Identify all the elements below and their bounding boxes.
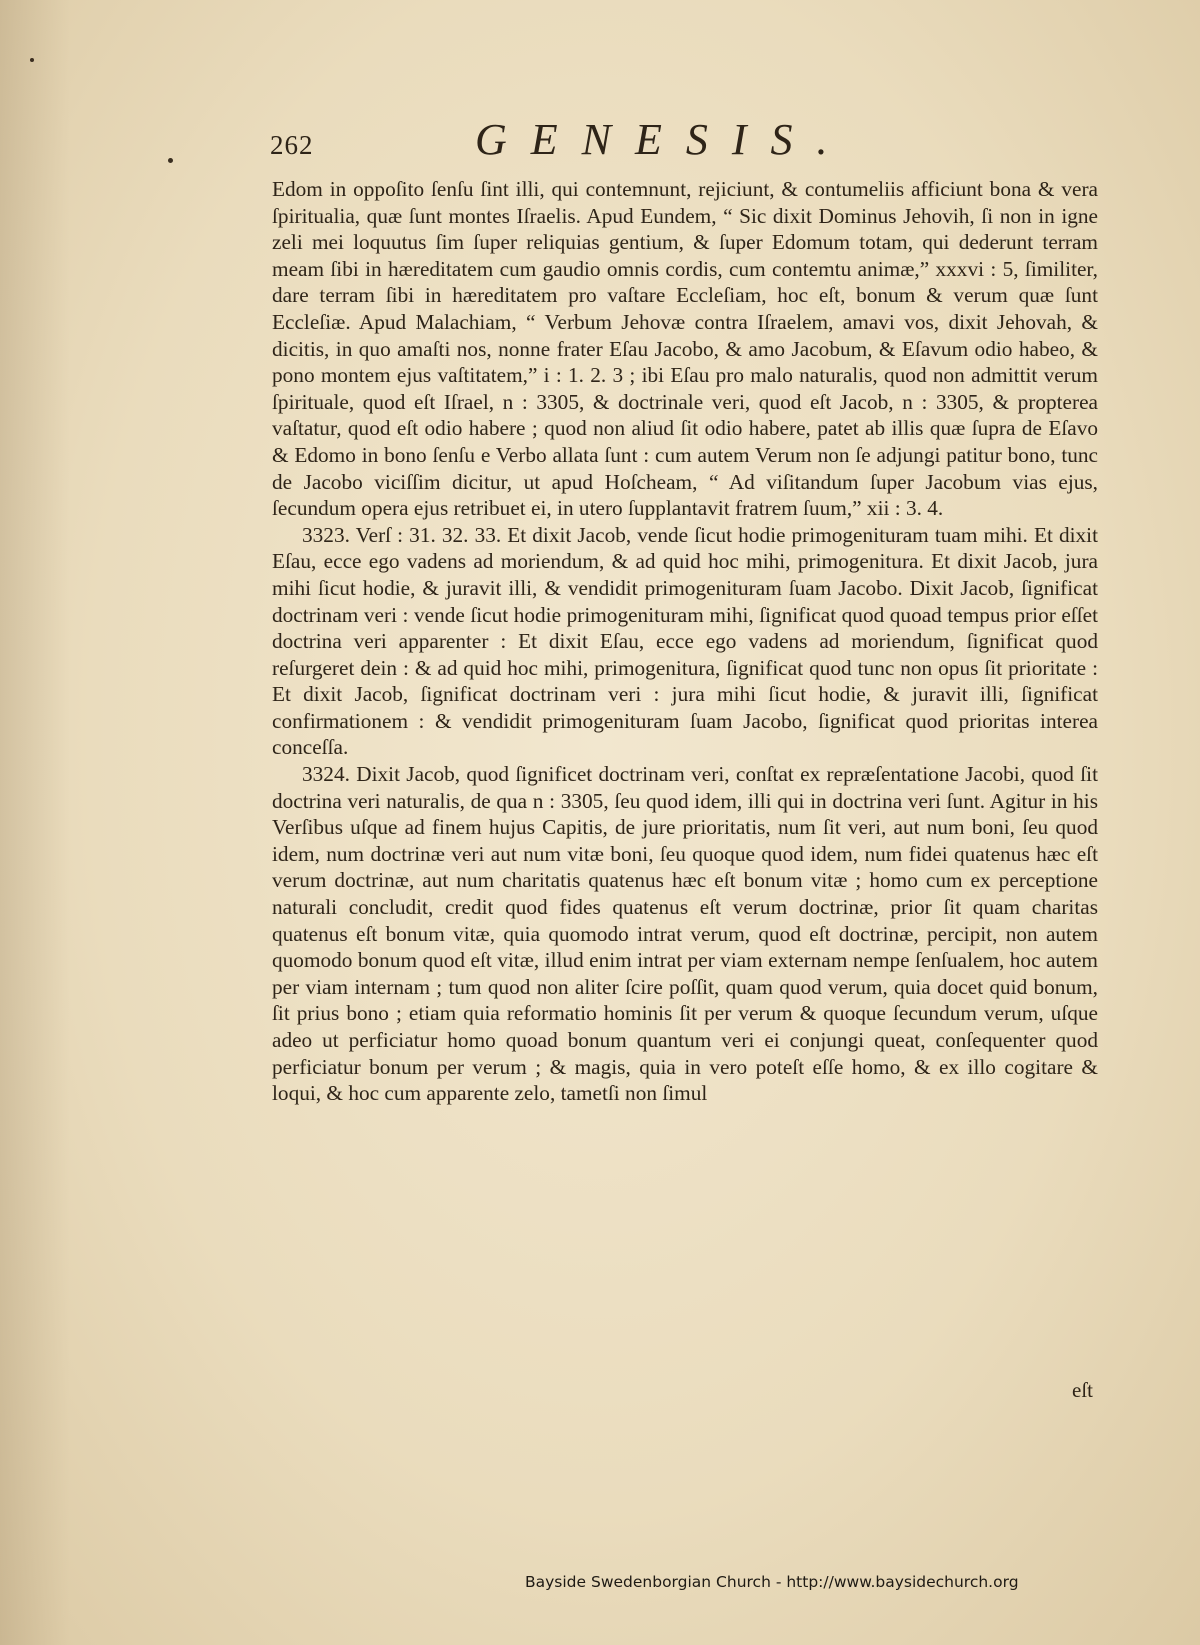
paragraph-3324: 3324. Dixit Jacob, quod ſignificet doctrinam veri, conſtat ex repræſentatione Jacobi, quod ſit doctrina veri naturalis, de qua n : 3305, ſeu quod idem, illi qui in doctrina veri ſunt. Agitur in his Verſibus uſque ad finem hujus Capitis, de jure prioritatis, num ſit veri, aut num boni, ſeu quod idem, num doctrinæ veri aut num vitæ boni, ſeu quoque quod idem, num fidei quatenus hæc eſt verum doctrinæ, aut num charitatis quatenus hæc eſt bonum vitæ ; homo cum ex perceptione naturali concludit, credit quod fides quatenus eſt verum doctrinæ, prior ſit quam charitas quatenus eſt bonum vitæ, quia quomodo intrat verum, quod eſt doctrinæ, percipit, non autem quomodo bonum quod eſt vitæ, illud enim intrat per viam externam nempe ſenſualem, hoc autem per viam internam ; tum quod non aliter ſcire poſſit, quam quod verum, quia docet quid bonum, ſit prius bono ; etiam quia reformatio hominis ſit per verum & quoque ſecundum verum, uſque adeo ut perficiatur homo quoad bonum quantum veri ei conjungi queat, conſequenter quod perficiatur bonum per verum ; & magis, quia in vero poteſt eſſe homo, & ex illo cogitare & loqui, & hoc cum apparente zelo, tametſi non ſimul xyxy=(272,762,1098,1106)
ink-speck xyxy=(168,158,173,163)
body-text xyxy=(272,176,1098,1107)
running-title: GENESIS. xyxy=(475,115,852,164)
catchword: eſt xyxy=(1072,1378,1093,1402)
page-number: 262 xyxy=(270,130,314,160)
gutter-shadow xyxy=(0,0,70,1645)
ink-speck xyxy=(30,58,34,62)
page-header xyxy=(270,112,930,164)
footer-attribution: Bayside Swedenborgian Church - http://www.baysidechurch.org xyxy=(525,1573,1019,1591)
paragraph-3323: 3323. Verſ : 31. 32. 33. Et dixit Jacob, vende ſicut hodie primogenituram tuam mihi. Et dixit Eſau, ecce ego vadens ad moriendum, & ad quid hoc mihi, primogenitura. Et dixit Jacob, jura mihi ſicut hodie, & juravit illi, & vendidit primogenituram ſuam Jacobo. Dixit Jacob, ſignificat doctrinam veri : vende ſicut hodie primogenituram mihi, ſignificat quod quoad tempus prior eſſet doctrina veri apparenter : Et dixit Eſau, ecce ego vadens ad moriendum, ſignificat quod reſurgeret dein : & ad quid hoc mihi, primogenitura, ſignificat quod tunc non opus ſit prioritate : Et dixit Jacob, ſignificat doctrinam veri : jura mihi ſicut hodie, & juravit illi, ſignificat confirmationem : & vendidit primogenituram ſuam Jacobo, ſignificat quod prioritas interea conceſſa. xyxy=(272,522,1098,760)
paragraph-continuation: Edom in oppoſito ſenſu ſint illi, qui contemnunt, rejiciunt, & contumeliis afficiunt bona & vera ſpiritualia, quæ ſunt montes Iſraelis. Apud Eundem, “ Sic dixit Dominus Jehovih, ſi non in igne zeli mei loquutus ſim ſuper reliquias gentium, & ſuper Edomum totam, qui dederunt terram meam ſibi in hæreditatem cum gaudio omnis cordis, cum contemtu animæ,” xxxvi : 5, ſimiliter, dare terram ſibi in hæreditatem pro vaſtare Eccleſiam, hoc eſt, bonum & verum quæ ſunt Eccleſiæ. Apud Malachiam, “ Verbum Jehovæ contra Iſraelem, amavi vos, dixit Jehovah, & dicitis, in quo amaſti nos, nonne frater Eſau Jacobo, & amo Jacobum, & Eſavum odio habeo, & pono montem ejus vaſtitatem,” i : 1. 2. 3 ; ibi Eſau pro malo naturalis, quod non admittit verum ſpirituale, quod eſt Iſrael, n : 3305, & doctrinale veri, quod eſt Jacob, n : 3305, & propterea vaſtatur, quod eſt odio habere ; quod non aliud ſit odio habere, patet ab illis quæ ſupra de Eſavo & Edomo in bono ſenſu e Verbo allata ſunt : cum autem Verum non ſe adjungi patitur bono, tunc de Jacobo viciſſim dicitur, ut apud Hoſcheam, “ Ad viſitandum ſuper Jacobum vias ejus, ſecundum opera ejus retribuet ei, in utero ſupplantavit fratrem ſuum,” xii : 3. 4. xyxy=(272,177,1098,521)
